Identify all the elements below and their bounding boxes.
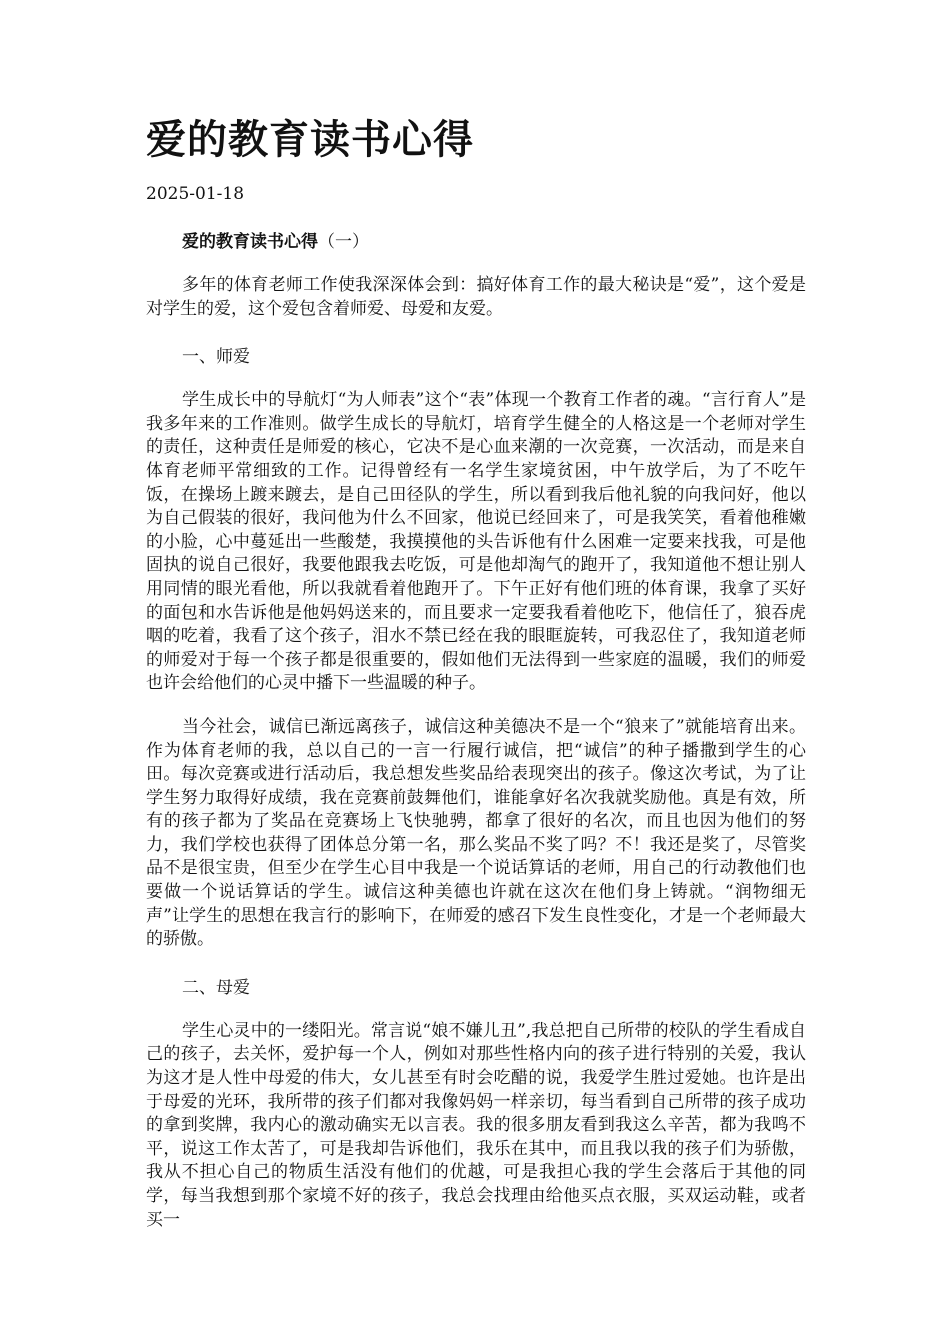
subheading-mother-love: 二、母爱 <box>182 977 250 998</box>
section-heading-title: 爱的教育读书心得 <box>182 232 318 252</box>
section-heading-number: （一） <box>318 232 369 252</box>
paragraph-1: 学生成长中的导航灯“为人师表”这个“表”体现一个教育工作者的魂。“言行育人”是我多年来的工作准则。做学生成长的导航灯，培育学生健全的人格这是一个老师对学生的责任，这种责任是师爱的核心，它决不是心血来潮的一次竞赛，一次活动，而是来自体育老师平常细致的工作。记得曾经有一名学生家境贫困，中午放学后，为了不吃午饭，在操场上踱来踱去，是自己田径队的学生，所以看到我后他礼貌的向我问好，他以为自己假装的很好，我问他为什么不回家，他说已经回来了，可是我笑笑，看着他稚嫩的小脸，心中蔓延出一些酸楚，我摸摸他的头告诉他有什么困难一定要来找我，可是他固执的说自己很好，我要他跟我去吃饭，可是他却淘气的跑开了，我知道他不想让别人用同情的眼光看他，所以我就看着他跑开了。下午正好有他们班的体育课，我拿了买好的面包和水告诉他是他妈妈送来的，而且要求一定要我看着他吃下，他信任了，狼吞虎咽的吃着，我看了这个孩子，泪水不禁已经在我的眼眶旋转，可我忍住了，我知道老师的师爱对于每一个孩子都是很重要的，假如他们无法得到一些家庭的温暖，我们的师爱也许会给他们的心灵中播下一些温暖的种子。 <box>146 390 806 694</box>
subheading-teacher-love: 一、师爱 <box>182 347 250 368</box>
intro-paragraph: 多年的体育老师工作使我深深体会到：搞好体育工作的最大秘诀是“爱”，这个爱是对学生的爱，这个爱包含着师爱、母爱和友爱。 <box>146 275 806 319</box>
document-title: 爱的教育读书心得 <box>146 117 474 163</box>
document-page <box>146 112 806 1249</box>
document-date: 2025-01-18 <box>146 184 245 204</box>
paragraph-3: 学生心灵中的一缕阳光。常言说“娘不嫌儿丑”,我总把自己所带的校队的学生看成自己的孩子，去关怀，爱护每一个人，例如对那些性格内向的孩子进行特别的关爱，我认为这才是人性中母爱的伟大，女儿甚至有时会吃醋的说，我爱学生胜过爱她。也许是出于母爱的光环，我所带的孩子们都对我像妈妈一样亲切，每当看到自己所带的孩子成功的拿到奖牌，我内心的激动确实无以言表。我的很多朋友看到我这么辛苦，都为我鸣不平，说这工作太苦了，可是我却告诉他们，我乐在其中，而且我以我的孩子们为骄傲，我从不担心自己的物质生活没有他们的优越，可是我担心我的学生会落后于其他的同学，每当我想到那个家境不好的孩子，我总会找理由给他买点衣服，买双运动鞋，或者买一 <box>146 1020 806 1230</box>
paragraph-2: 当今社会，诚信已渐远离孩子，诚信这种美德决不是一个“狼来了”就能培育出来。作为体育老师的我，总以自己的一言一行履行诚信，把“诚信”的种子播撒到学生的心田。每次竞赛或进行活动后，我总想发些奖品给表现突出的孩子。像这次考试，为了让学生努力取得好成绩，我在竞赛前鼓舞他们，谁能拿好名次我就奖励他。真是有效，所有的孩子都为了奖品在竞赛场上飞快驰骋，都拿了很好的名次，而且也因为他们的努力，我们学校也获得了团体总分第一名，那么奖品不奖了吗？不！我还是奖了，尽管奖品不是很宝贵，但至少在学生心目中我是一个说话算话的老师，用自己的行动教他们也要做一个说话算话的学生。诚信这种美德也许就在这次在他们身上铸就。“润物细无声”让学生的思想在我言行的影响下，在师爱的感召下发生良性变化，才是一个老师最大的骄傲。 <box>146 716 806 950</box>
section-heading <box>146 230 806 254</box>
